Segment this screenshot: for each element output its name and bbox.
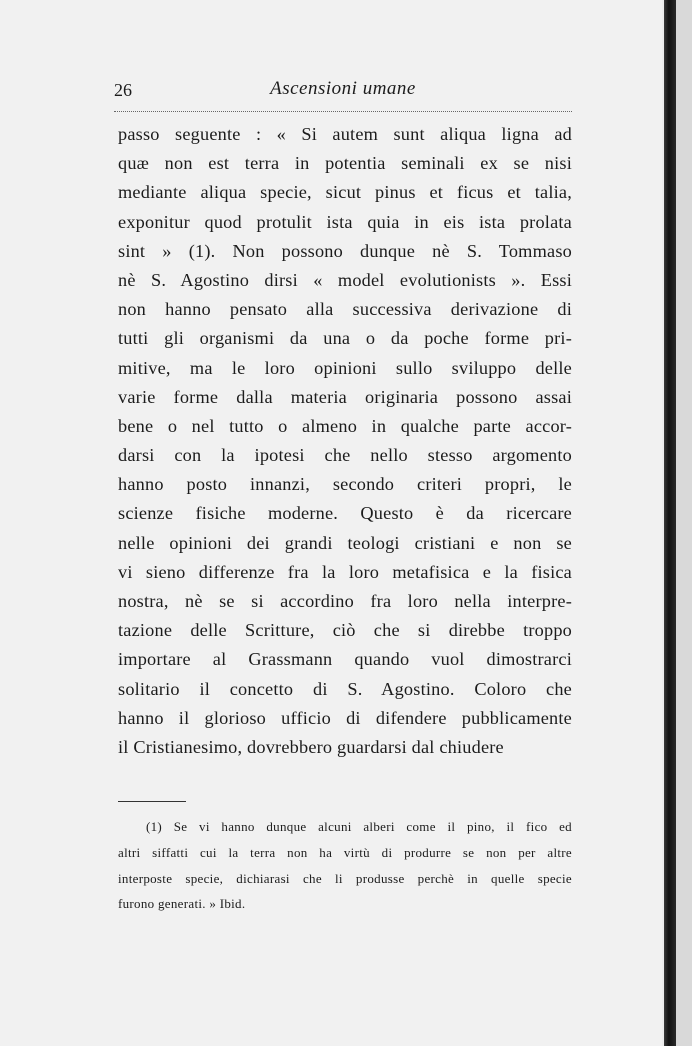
text-line: il Cristianesimo, dovrebbero guardarsi dal chiudere	[118, 736, 504, 757]
text-line: importare al Grassmann quando vuol dimostrarci	[118, 649, 572, 670]
footnote-line: furono generati. » Ibid.	[118, 896, 246, 912]
header-rule	[114, 111, 572, 112]
text-line: darsi con la ipotesi che nello stesso argomento	[118, 445, 572, 466]
body-text	[118, 120, 572, 762]
text-line: passo seguente : « Si autem sunt aliqua ligna ad	[118, 124, 572, 144]
scan-margin	[676, 0, 692, 1046]
text-line: scienze fisiche moderne. Questo è da ricercare	[118, 503, 572, 524]
running-title: Ascensioni umane	[270, 78, 416, 99]
text-line: varie forme dalla materia originaria possono assai	[118, 386, 572, 407]
footnote-line: (1) Se vi hanno dunque alcuni alberi come il pino, il fico ed	[146, 819, 572, 834]
text-line: hanno il glorioso ufficio di difendere pubblicamente	[118, 707, 572, 728]
text-line: solitario il concetto di S. Agostino. Coloro che	[118, 678, 572, 699]
text-line: tutti gli organismi da una o da poche forme pri-	[118, 328, 572, 349]
text-line: vi sieno differenze fra la loro metafisica e la fisica	[118, 561, 572, 582]
footnote-rule	[118, 801, 186, 802]
footnote-line: interposte specie, dichiarasi che li produsse perchè in quelle specie	[118, 870, 572, 886]
text-line: hanno posto innanzi, secondo criteri propri, le	[118, 474, 572, 495]
text-line: mitive, ma le loro opinioni sullo sviluppo delle	[118, 357, 572, 378]
book-spine-edge	[664, 0, 676, 1046]
text-line: tazione delle Scritture, ciò che si direbbe troppo	[118, 620, 572, 641]
text-line: exponitur quod protulit ista quia in eis ista prolata	[118, 211, 572, 232]
text-line: non hanno pensato alla successiva derivazione di	[118, 299, 572, 320]
text-line: sint » (1). Non possono dunque nè S. Tommaso	[118, 240, 572, 261]
text-line: nostra, nè se si accordino fra loro nella interpre-	[118, 591, 572, 611]
page-header	[114, 78, 572, 104]
text-line: mediante aliqua specie, sicut pinus et ficus et talia,	[118, 182, 572, 203]
text-line: quæ non est terra in potentia seminali ex se nisi	[118, 153, 572, 174]
text-line: nelle opinioni dei grandi teologi cristiani e non se	[118, 532, 572, 553]
footnote	[118, 814, 572, 917]
page-number: 26	[114, 80, 132, 100]
text-line: nè S. Agostino dirsi « model evolutionists ». Essi	[118, 269, 572, 290]
text-line: bene o nel tutto o almeno in qualche parte accor-	[118, 415, 572, 436]
footnote-line: altri siffatti cui la terra non ha virtù di produrre se non per altre	[118, 844, 572, 860]
